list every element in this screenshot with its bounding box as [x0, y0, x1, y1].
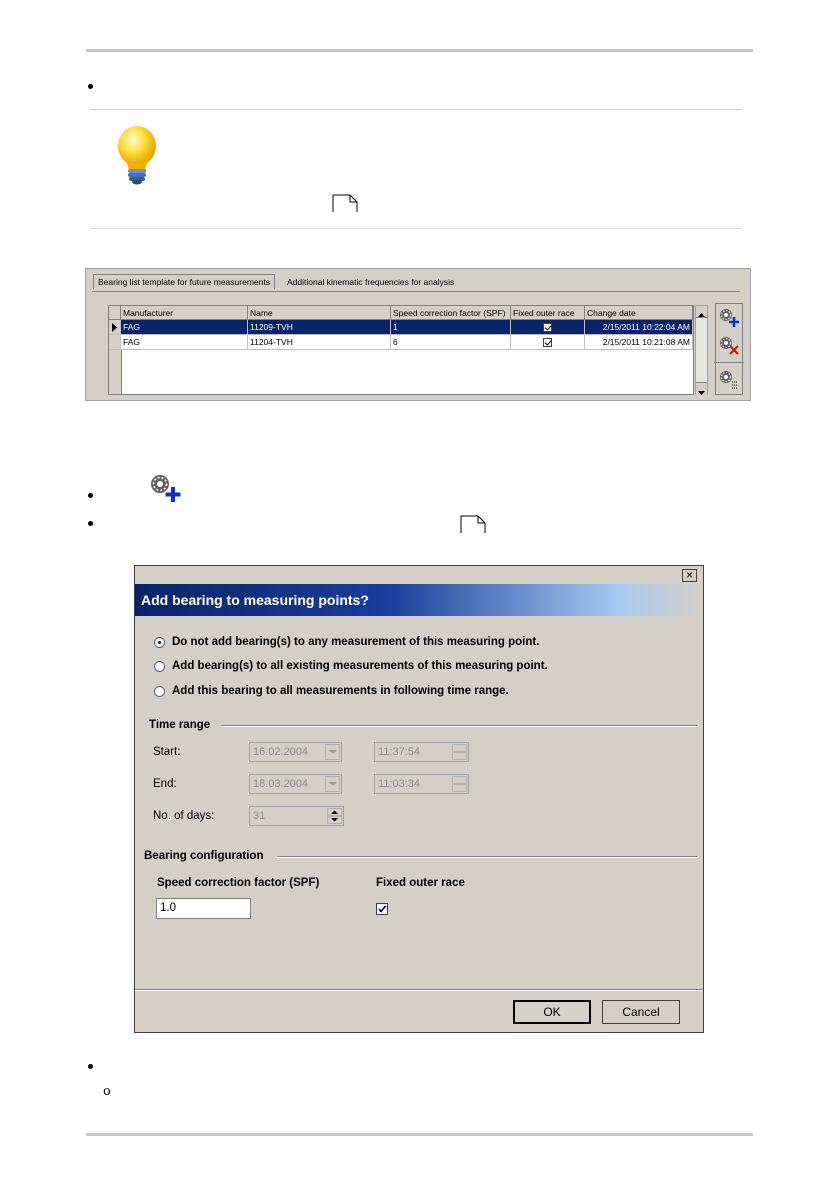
start-time-value: 11:37:54 — [378, 746, 421, 758]
checkbox[interactable] — [543, 338, 552, 347]
vertical-scrollbar[interactable] — [695, 305, 708, 395]
radio-add-time-range[interactable] — [154, 686, 165, 697]
name-cell[interactable]: 11209-TVH — [248, 320, 391, 335]
bullet — [88, 1064, 93, 1069]
spf-cell[interactable]: 1 — [391, 320, 511, 335]
fixed-outer-race-label: Fixed outer race — [376, 877, 465, 889]
note-bottom-rule — [90, 228, 742, 229]
time-spinner-icon[interactable] — [452, 744, 467, 760]
tab-bearing-list-template[interactable]: Bearing list template for future measurements — [93, 274, 275, 289]
bullet — [88, 521, 93, 526]
days-value: 31 — [253, 810, 266, 822]
start-label: Start: — [153, 746, 181, 758]
row-header-corner — [109, 306, 121, 320]
bearing-list-icon[interactable] — [718, 369, 740, 391]
ok-button[interactable]: OK — [513, 1000, 591, 1024]
radio-label[interactable]: Do not add bearing(s) to any measurement of this measuring point. — [172, 636, 540, 648]
dialog-titlebar — [135, 566, 703, 584]
add-bearing-dialog — [134, 565, 704, 1033]
bullet — [88, 493, 93, 498]
radio-do-not-add[interactable] — [154, 637, 165, 648]
scroll-down-icon[interactable] — [696, 382, 707, 395]
fixed-outer-race-cell[interactable] — [511, 320, 585, 335]
page-reference-icon[interactable] — [460, 515, 486, 534]
header-rule — [86, 49, 753, 52]
time-range-group-title: Time range — [149, 719, 211, 731]
spf-label: Speed correction factor (SPF) — [157, 877, 320, 889]
start-time-field[interactable] — [374, 742, 469, 762]
tab-additional-frequencies[interactable]: Additional kinematic frequencies for analysis — [287, 277, 455, 287]
column-header[interactable]: Name — [248, 306, 391, 320]
end-date-value: 18.03.2004 — [253, 778, 309, 790]
days-field[interactable] — [249, 806, 344, 826]
radio-label[interactable]: Add this bearing to all measurements in following time range. — [172, 685, 509, 697]
delete-bearing-icon[interactable] — [718, 335, 740, 357]
bearing-config-group-title: Bearing configuration — [144, 850, 264, 862]
column-header[interactable]: Speed correction factor (SPF) — [391, 306, 511, 320]
days-label: No. of days: — [153, 810, 215, 822]
end-time-value: 11:03:34 — [378, 778, 421, 790]
column-header[interactable]: Change date — [585, 306, 693, 320]
start-date-value: 16.02.2004 — [253, 746, 309, 758]
manufacturer-cell[interactable]: FAG — [121, 335, 248, 350]
spf-cell[interactable]: 6 — [391, 335, 511, 350]
fixed-outer-race-cell[interactable] — [511, 335, 585, 350]
cancel-button[interactable]: Cancel — [602, 1000, 680, 1024]
row-selector-arrow-icon[interactable] — [109, 320, 121, 335]
bullet — [88, 84, 93, 89]
end-time-field[interactable] — [374, 774, 469, 794]
page-reference-icon[interactable] — [332, 194, 358, 213]
close-icon[interactable]: × — [682, 569, 697, 582]
note-top-rule — [90, 109, 742, 110]
radio-label[interactable]: Add bearing(s) to all existing measurements of this measuring point. — [172, 660, 548, 672]
change-date-cell[interactable]: 2/15/2011 10:21:08 AM — [585, 335, 693, 350]
add-bearing-icon[interactable] — [718, 307, 740, 329]
column-header[interactable]: Fixed outer race — [511, 306, 585, 320]
footer-rule — [86, 1133, 753, 1136]
fixed-outer-race-checkbox[interactable] — [376, 903, 388, 915]
start-date-field[interactable] — [249, 742, 342, 762]
end-label: End: — [153, 778, 177, 790]
sub-bullet: o — [103, 1084, 111, 1099]
name-cell[interactable]: 11204-TVH — [248, 335, 391, 350]
radio-add-all-existing[interactable] — [154, 661, 165, 672]
bearing-list-panel — [85, 268, 751, 401]
days-spinner-icon[interactable] — [327, 808, 342, 824]
row-selector[interactable] — [109, 335, 121, 350]
checkbox[interactable] — [543, 323, 552, 332]
column-header[interactable]: Manufacturer — [121, 306, 248, 320]
end-date-field[interactable] — [249, 774, 342, 794]
manufacturer-cell[interactable]: FAG — [121, 320, 248, 335]
chevron-down-icon[interactable] — [325, 744, 340, 760]
add-bearing-icon[interactable] — [148, 473, 182, 503]
time-spinner-icon[interactable] — [452, 776, 467, 792]
chevron-down-icon[interactable] — [325, 776, 340, 792]
scroll-up-icon[interactable] — [696, 306, 707, 318]
dialog-header: Add bearing to measuring points? — [135, 584, 703, 616]
bearing-table — [108, 305, 694, 395]
lightbulb-icon — [110, 124, 164, 186]
spf-input[interactable]: 1.0 — [156, 898, 251, 919]
change-date-cell[interactable]: 2/15/2011 10:22:04 AM — [585, 320, 693, 335]
